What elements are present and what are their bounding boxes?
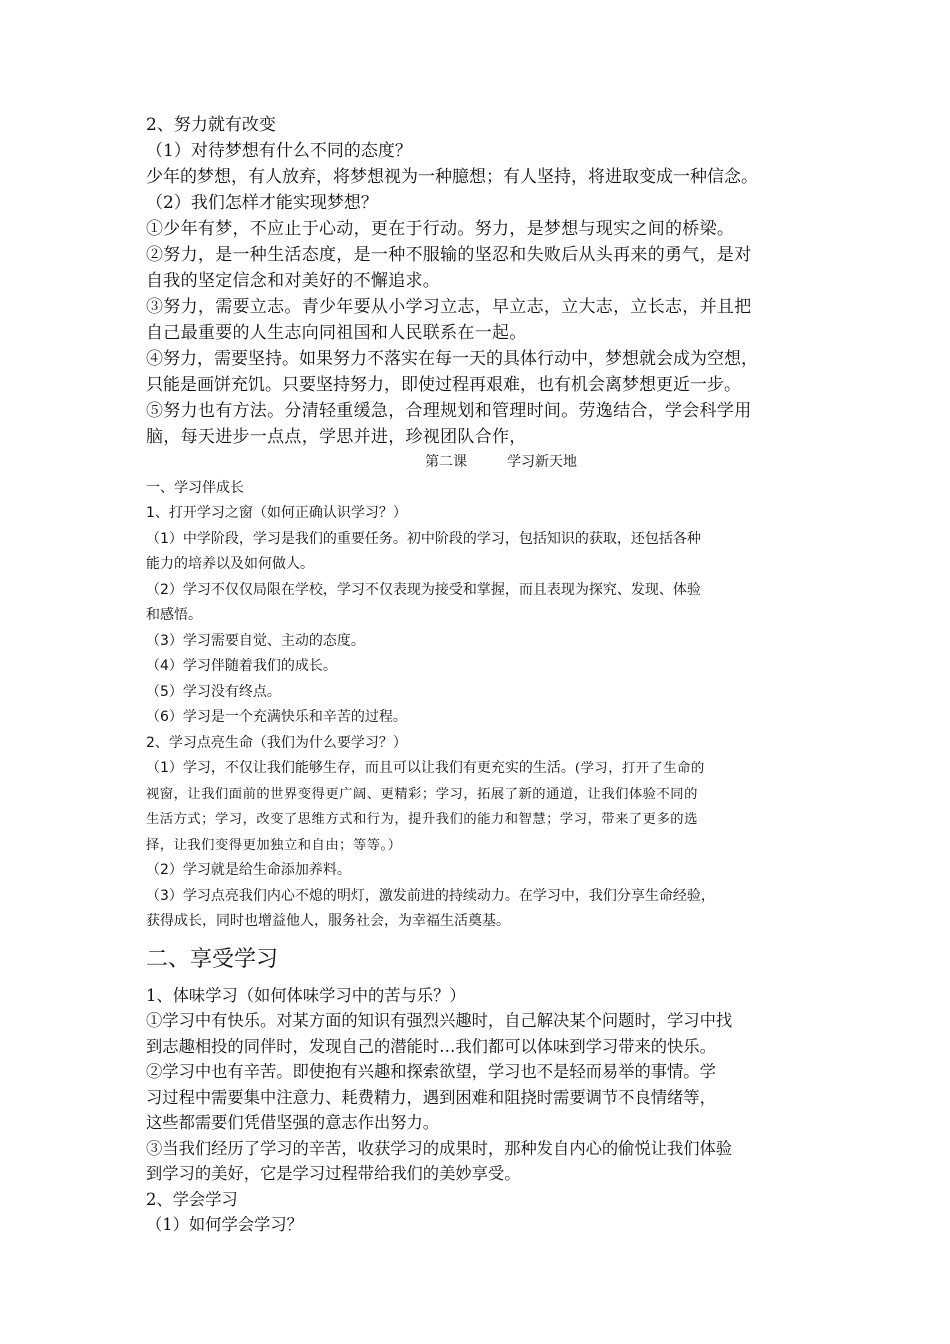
paragraph-line: 视窗，让我们面前的世界变得更广阔、更精彩；学习，拓展了新的通道，让我们体验不同的: [146, 786, 698, 802]
paragraph-line: 能力的培养以及如何做人。: [146, 556, 314, 572]
section-heading: 二、享受学习: [146, 946, 279, 972]
paragraph-line: [146, 756, 816, 782]
paragraph-line: （3）学习点亮我们内心不熄的明灯，激发前进的持续动力。在学习中，我们分享生命经验，: [146, 887, 715, 904]
paragraph-line: ③努力，需要立志。青少年要从小学习立志，早立志，立大志，立长志，并且把: [146, 297, 752, 317]
paragraph-line: （2）学习不仅仅局限在学校，学习不仅表现为接受和掌握，而且表现为探究、发现、体验: [146, 581, 701, 598]
paragraph-line: （6）学习是一个充满快乐和辛苦的过程。: [146, 709, 407, 725]
paragraph-line: ①少年有梦，不应止于心动，更在于行动。努力，是梦想与现实之间的桥梁。: [146, 219, 735, 239]
lesson-name: 学习新天地: [507, 454, 577, 470]
subheading: 1、打开学习之窗（如何正确认识学习？）: [146, 505, 407, 521]
paragraph-line: ③当我们经历了学习的辛苦，收获学习的成果时，那种发自内心的偷悦让我们体验: [146, 1138, 733, 1158]
subheading: 2、学会学习: [146, 1189, 238, 1209]
lesson-number: 第二课: [425, 454, 467, 470]
paragraph-line: 脑，每天进步一点点，学思并进，珍视团队合作，: [146, 427, 527, 447]
subheading: 2、努力就有改变: [146, 115, 276, 135]
document-page: [146, 112, 816, 1238]
section-enjoy-learning: [146, 937, 816, 1238]
paragraph-text: （1）学习，不仅让我们能够生存，而且可以让我们有更充实的生活。: [146, 760, 575, 776]
section-effort: [146, 112, 816, 450]
paragraph-line: 到志趣相投的同伴时，发现自己的潜能时…我们都可以体味到学习带来的快乐。: [146, 1036, 716, 1056]
paragraph-line: 只能是画饼充饥。只要坚持努力，即使过程再艰难，也有机会离梦想更近一步。: [146, 375, 741, 395]
paragraph-line: （5）学习没有终点。: [146, 683, 281, 700]
subheading: 1、体味学习（如何体味学习中的苦与乐？）: [146, 985, 466, 1005]
paragraph-line: 获得成长，同时也增益他人，服务社会，为幸福生活奠基。: [146, 913, 510, 929]
paragraph-line: 这些都需要们凭借坚强的意志作出努力。: [146, 1113, 440, 1132]
paragraph-line: 自我的坚定信念和对美好的不懈追求。: [146, 271, 441, 291]
paragraph-line: ①学习中有快乐。对某方面的知识有强烈兴趣时，自己解决某个问题时，学习中找: [146, 1011, 733, 1030]
lesson-title: [146, 450, 816, 476]
paragraph-line: ②学习中也有辛苦。即使抱有兴趣和探索欲望，学习也不是轻而易举的事情。学: [146, 1062, 716, 1081]
question: （1）对待梦想有什么不同的态度？: [146, 141, 412, 161]
paragraph-line: ④努力，需要坚持。如果努力不落实在每一天的具体行动中，梦想就会成为空想，: [146, 349, 758, 369]
paragraph-line: 少年的梦想，有人放弃，将梦想视为一种臆想；有人坚持，将进取变成一种信念。: [146, 167, 758, 187]
paragraph-line: （4）学习伴随着我们的成长。: [146, 658, 337, 674]
paragraph-line: （3）学习需要自觉、主动的态度。: [146, 632, 365, 649]
paragraph-line: 择，让我们变得更加独立和自由；等等。）: [146, 837, 402, 853]
section-heading: 一、学习伴成长: [146, 479, 244, 496]
paragraph-note: (学习，打开了生命的: [574, 761, 705, 776]
paragraph-line: （2）学习就是给生命添加养料。: [146, 862, 351, 878]
paragraph-line: （1）中学阶段，学习是我们的重要任务。初中阶段的学习，包括知识的获取，还包括各种: [146, 530, 701, 547]
paragraph-line: ②努力，是一种生活态度，是一种不服输的坚忍和失败后从头再来的勇气，是对: [146, 245, 752, 265]
paragraph-line: ⑤努力也有方法。分清轻重缓急，合理规划和管理时间。劳逸结合，学会科学用: [146, 401, 752, 421]
question: （2）我们怎样才能实现梦想？: [146, 193, 378, 213]
paragraph-line: 到学习的美好，它是学习过程带给我们的美妙享受。: [146, 1164, 521, 1183]
paragraph-line: 自己最重要的人生志向同祖国和人民联系在一起。: [146, 323, 527, 343]
paragraph-line: 生活方式；学习，改变了思维方式和行为，提升我们的能力和智慧；学习，带来了更多的选: [146, 812, 698, 827]
paragraph-line: 和感悟。: [146, 607, 202, 623]
paragraph-line: 习过程中需要集中注意力、耗费精力，遇到困难和阻挠时需要调节不良情绪等，: [146, 1087, 716, 1107]
section-learning-growth: [146, 476, 816, 935]
subheading: 2、学习点亮生命（我们为什么要学习？）: [146, 734, 407, 751]
question: （1）如何学会学习？: [146, 1215, 303, 1234]
